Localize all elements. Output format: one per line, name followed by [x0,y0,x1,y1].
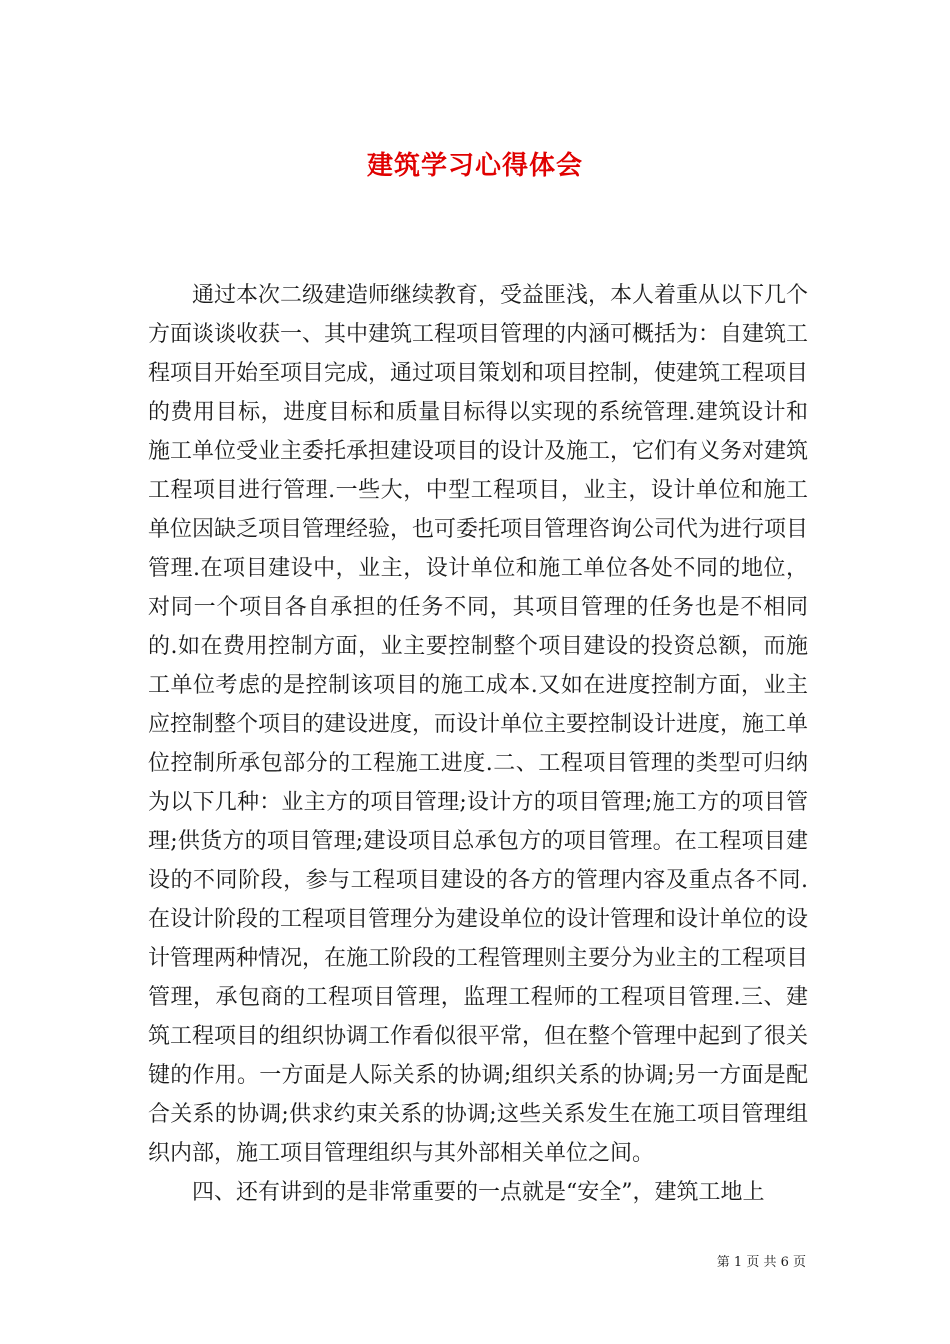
document-body [148,276,808,1212]
paragraph-2: 四、还有讲到的是非常重要的一点就是“安全”，建筑工地上 [192,1180,765,1205]
paragraph-1: 通过本次二级建造师继续教育，受益匪浅，本人着重从以下几个方面谈谈收获一、其中建筑工程项目管理的内涵可概括为：自建筑工程项目开始至项目完成，通过项目策划和项目控制，使建筑工程项目的费用目标，进度目标和质量目标得以实现的系统管理.建筑设计和施工单位受业主委托承担建设项目的设计及施工，它们有义务对建筑工程项目进行管理.一些大，中型工程项目，业主，设计单位和施工单位因缺乏项目管理经验，也可委托项目管理咨询公司代为进行项目管理.在项目建设中，业主，设计单位和施工单位各处不同的地位，对同一个项目各自承担的任务不同，其项目管理的任务也是不相同的.如在费用控制方面，业主要控制整个项目建设的投资总额，而施工单位考虑的是控制该项目的施工成本.又如在进度控制方面，业主应控制整个项目的建设进度，而设计单位主要控制设计进度，施工单位控制所承包部分的工程施工进度.二、工程项目管理的类型可归纳为以下几种：业主方的项目管理;设计方的项目管理;施工方的项目管理;供货方的项目管理;建设项目总承包方的项目管理。在工程项目建设的不同阶段，参与工程项目建设的各方的管理内容及重点各不同.在设计阶段的工程项目管理分为建设单位的设计管理和设计单位的设计管理两种情况，在施工阶段的工程管理则主要分为业主的工程项目管理，承包商的工程项目管理，监理工程师的工程项目管理.三、建筑工程项目的组织协调工作看似很平常，但在整个管理中起到了很关键的作用。一方面是人际关系的协调;组织关系的协调;另一方面是配合关系的协调;供求约束关系的协调;这些关系发生在施工项目管理组织内部，施工项目管理组织与其外部相关单位之间。 [148,283,809,1166]
page-number-footer: 第 1 页 共 6 页 [716,1255,806,1270]
document-title: 建筑学习心得体会 [366,151,583,182]
